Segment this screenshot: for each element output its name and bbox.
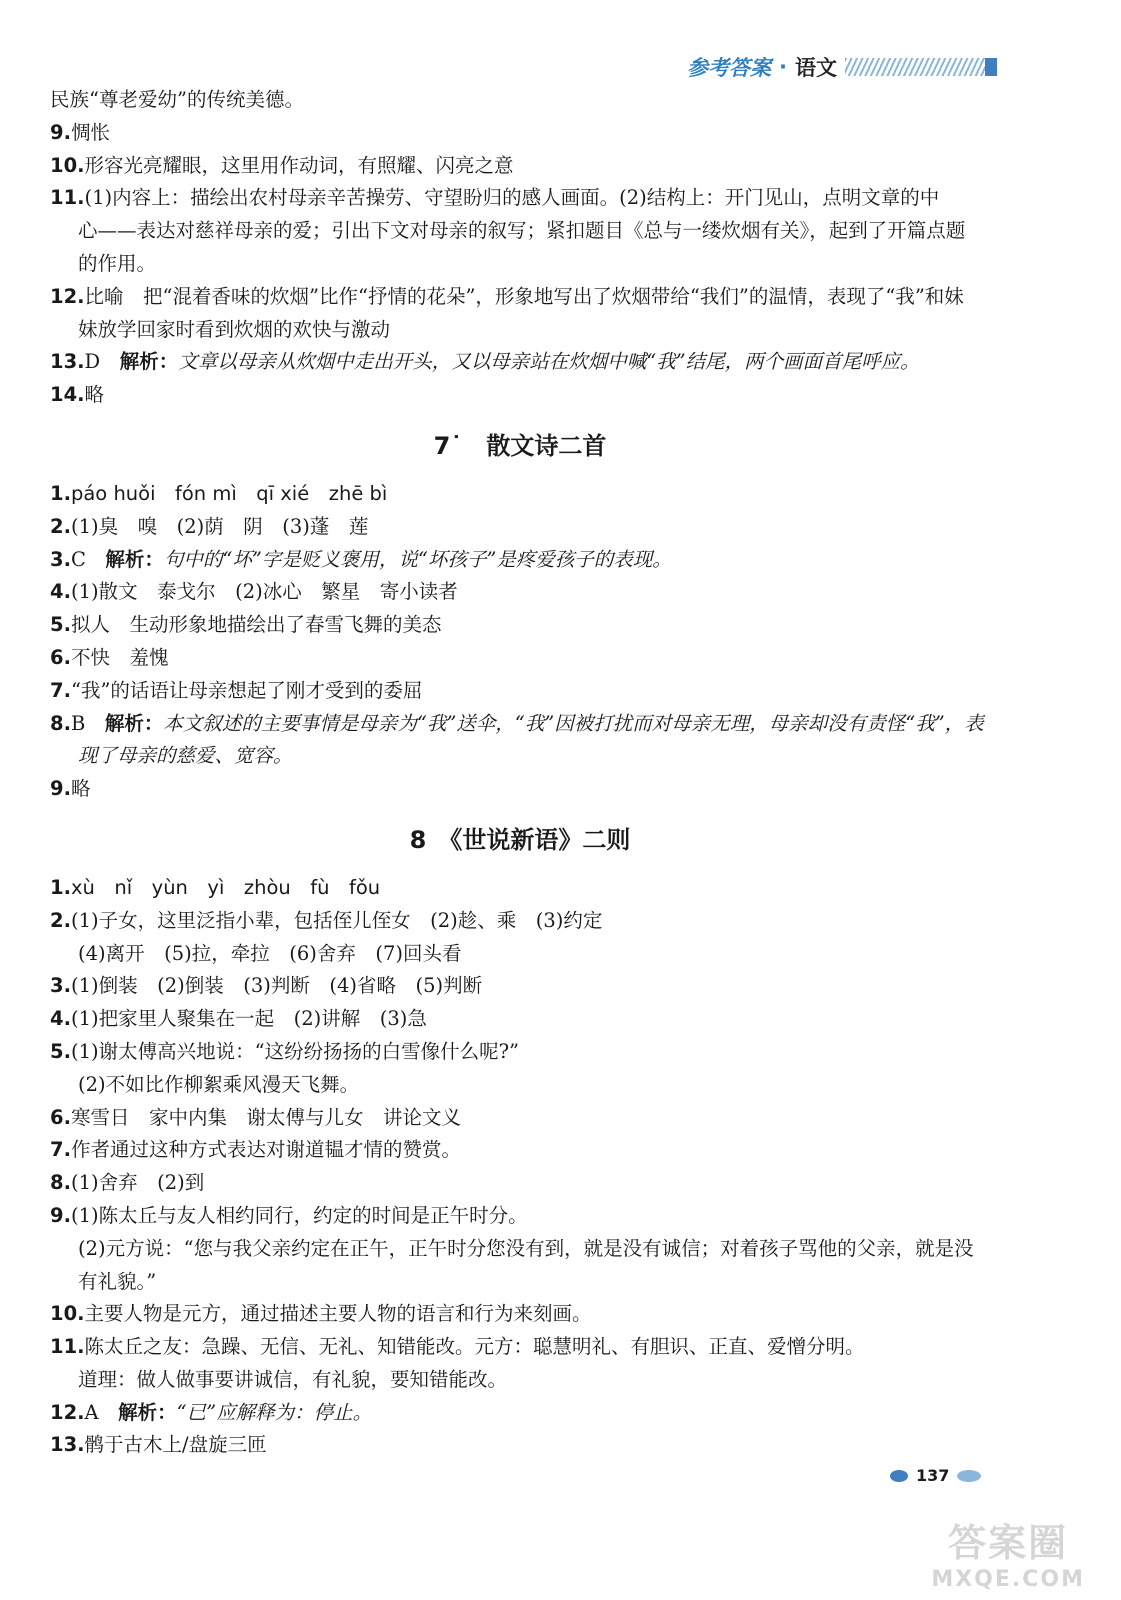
header-stripe-decoration [845, 58, 997, 76]
swoosh-icon [957, 1470, 981, 1482]
answer-text: B [70, 711, 105, 735]
answer-item [50, 1134, 990, 1167]
answer-item [50, 872, 990, 905]
item-number: 5. [50, 1039, 71, 1063]
item-number: 3. [50, 974, 71, 998]
item-number: 8. [50, 1171, 71, 1195]
answer-item [50, 1397, 990, 1430]
answer-text: (1)舍弃 (2)到 [70, 1171, 205, 1195]
item-number: 10. [50, 153, 85, 177]
analysis-text: 句中的“坏”字是贬义褒用，说“坏孩子”是疼爱孩子的表现。 [163, 547, 672, 571]
item-number: 8. [50, 711, 71, 735]
answer-item [50, 1102, 990, 1135]
watermark-url: MXQE.COM [931, 1567, 1085, 1592]
answer-text: (1)倒装 (2)倒装 (3)判断 (4)省略 (5)判断 [70, 974, 483, 998]
item-number: 6. [50, 645, 71, 669]
section-title: 8 《世说新语》二则 [409, 825, 631, 854]
item-number: 11. [50, 186, 85, 210]
answer-text: 不快 羞愧 [70, 645, 169, 669]
item-number: 9. [50, 1203, 71, 1227]
answer-item [50, 1167, 990, 1200]
answer-text: D [84, 350, 120, 374]
analysis-text: 本文叙述的主要事情是母亲为“我”送伞，“我”因被打扰而对母亲无理，母亲却没有责怪“我”，表 [163, 711, 984, 735]
answer-text: “我”的话语让母亲想起了刚才受到的委屈 [70, 678, 423, 702]
answer-continuation [50, 314, 990, 347]
answer-item [50, 642, 990, 675]
pinyin-text: páo huǒi fón mì qī xié zhē bì [70, 481, 388, 505]
answer-item [50, 379, 990, 412]
answer-text: 道理：做人做事要讲诚信，有礼貌，要知错能改。 [78, 1367, 508, 1391]
answer-item [50, 150, 990, 183]
answer-continuation [50, 740, 990, 773]
item-number: 7. [50, 1138, 71, 1162]
answer-text: (2)元方说：“您与我父亲约定在正午，正午时分您没有到，就是没有诚信；对着孩子骂他的父亲，就是没 [78, 1236, 974, 1260]
item-number: 10. [50, 1302, 85, 1326]
answer-text: (1)内容上：描绘出农村母亲辛苦操劳、守望盼归的感人画面。(2)结构上：开门见山，点明文章的中 [84, 186, 940, 210]
answer-item [50, 970, 990, 1003]
answer-text: (1)散文 泰戈尔 (2)冰心 繁星 寄小读者 [70, 580, 458, 604]
page-number: 137 [916, 1466, 950, 1485]
answer-item [50, 544, 990, 577]
answer-text: 陈太丘之友：急躁、无信、无礼、知错能改。元方：聪慧明礼、有胆识、正直、爱憎分明。 [84, 1335, 865, 1359]
answer-item [50, 1331, 990, 1364]
watermark-logo-text: 答案圈 [948, 1521, 1069, 1565]
answer-item [50, 576, 990, 609]
answer-text: 的作用。 [78, 251, 157, 275]
item-number: 1. [50, 481, 71, 505]
answer-item [50, 182, 990, 215]
item-number: 11. [50, 1335, 85, 1359]
answer-text: 惆怅 [70, 120, 110, 144]
answer-item [50, 905, 990, 938]
analysis-label: 解析： [105, 547, 164, 571]
answer-content [50, 84, 990, 1462]
analysis-text: 文章以母亲从炊烟中走出开头，又以母亲站在炊烟中喊“我”结尾，两个画面首尾呼应。 [178, 350, 920, 374]
answer-text: 比喻 把“混着香味的炊烟”比作“抒情的花朵”，形象地写出了炊烟带给“我们”的温情，表现了“我”和妹 [84, 284, 964, 308]
pinyin-text: xù nǐ yùn yì zhòu fù fǒu [70, 875, 381, 899]
answer-continuation [50, 1069, 990, 1102]
answer-text: (1)臭 嗅 (2)荫 阴 (3)蓬 莲 [70, 514, 369, 538]
item-number: 4. [50, 1007, 71, 1031]
answer-item [50, 1429, 990, 1462]
item-number: 13. [50, 350, 85, 374]
analysis-text: 现了母亲的慈爱、宽容。 [78, 744, 293, 768]
answer-item [50, 1200, 990, 1233]
analysis-label: 解析： [119, 350, 179, 374]
answer-continuation [50, 1266, 990, 1299]
answer-item [50, 708, 990, 741]
analysis-text: “已”应解释为：停止。 [176, 1400, 373, 1424]
item-number: 2. [50, 514, 71, 538]
page-marker-icon [890, 1470, 908, 1482]
item-number: 12. [50, 1400, 85, 1424]
answer-text: (1)把家里人聚集在一起 (2)讲解 (3)急 [70, 1007, 427, 1031]
item-number: 3. [50, 547, 71, 571]
item-number: 7. [50, 678, 71, 702]
analysis-label: 解析： [104, 711, 164, 735]
answer-text: 鹘于古木上/盘旋三匝 [84, 1433, 267, 1457]
answer-item [50, 478, 990, 511]
answer-continuation [50, 938, 990, 971]
answer-text: 有礼貌。” [78, 1269, 157, 1293]
item-number: 1. [50, 875, 71, 899]
answer-item [50, 1036, 990, 1069]
page-footer [890, 1466, 981, 1485]
answer-continuation [50, 1233, 990, 1266]
item-number: 13. [50, 1433, 85, 1457]
analysis-label: 解析： [118, 1400, 177, 1424]
item-number: 9. [50, 777, 71, 801]
answer-text: 略 [84, 383, 105, 407]
page-header [687, 52, 997, 82]
answer-item [50, 511, 990, 544]
answer-continuation [50, 215, 990, 248]
item-number: 2. [50, 908, 71, 932]
answer-text: 民族“尊老爱幼”的传统美德。 [50, 88, 304, 111]
answer-continuation [50, 1364, 990, 1397]
item-number: 5. [50, 613, 71, 637]
answer-item [50, 773, 990, 806]
item-number: 14. [50, 383, 85, 407]
watermark [931, 1512, 1085, 1592]
answer-text: 作者通过这种方式表达对谢道韫才情的赞赏。 [70, 1138, 461, 1162]
answer-text: 寒雪日 家中内集 谢太傅与儿女 讲论文义 [70, 1105, 461, 1129]
answer-text: A [84, 1400, 119, 1424]
section-title: 7˙ 散文诗二首 [433, 431, 607, 460]
answer-continuation [50, 84, 990, 117]
answer-item [50, 117, 990, 150]
answer-text: 主要人物是元方，通过描述主要人物的语言和行为来刻画。 [84, 1302, 592, 1326]
answer-item [50, 675, 990, 708]
answer-text: 拟人 生动形象地描绘出了春雪飞舞的美态 [70, 613, 442, 637]
answer-text: (4)离开 (5)拉，牵拉 (6)舍弃 (7)回头看 [78, 941, 462, 965]
answer-text: (1)谢太傅高兴地说：“这纷纷扬扬的白雪像什么呢?” [70, 1039, 519, 1063]
answer-continuation [50, 248, 990, 281]
item-number: 4. [50, 580, 71, 604]
answer-text: 形容光亮耀眼，这里用作动词，有照耀、闪亮之意 [84, 153, 514, 177]
answer-text: (1)子女，这里泛指小辈，包括侄儿侄女 (2)趁、乘 (3)约定 [70, 908, 603, 932]
item-number: 12. [50, 284, 85, 308]
answer-text: 妹放学回家时看到炊烟的欢快与激动 [78, 317, 391, 341]
header-subject: 语文 [795, 56, 837, 80]
answer-text: (1)陈太丘与友人相约同行，约定的时间是正午时分。 [70, 1203, 528, 1227]
answer-item [50, 1298, 990, 1331]
answer-item [50, 281, 990, 314]
item-number: 9. [50, 120, 71, 144]
answer-item [50, 1003, 990, 1036]
answer-text: 心——表达对慈祥母亲的爱；引出下文对母亲的叙写；紧扣题目《总与一缕炊烟有关》，起到了开篇点题 [78, 219, 966, 243]
answer-item [50, 609, 990, 642]
item-number: 6. [50, 1105, 71, 1129]
answer-text: (2)不如比作柳絮乘风漫天飞舞。 [78, 1072, 360, 1096]
answer-text: C [70, 547, 106, 571]
header-tag: 参考答案 [687, 56, 772, 80]
answer-text: 略 [70, 777, 91, 801]
header-separator: · [779, 55, 787, 79]
answer-item [50, 346, 990, 379]
